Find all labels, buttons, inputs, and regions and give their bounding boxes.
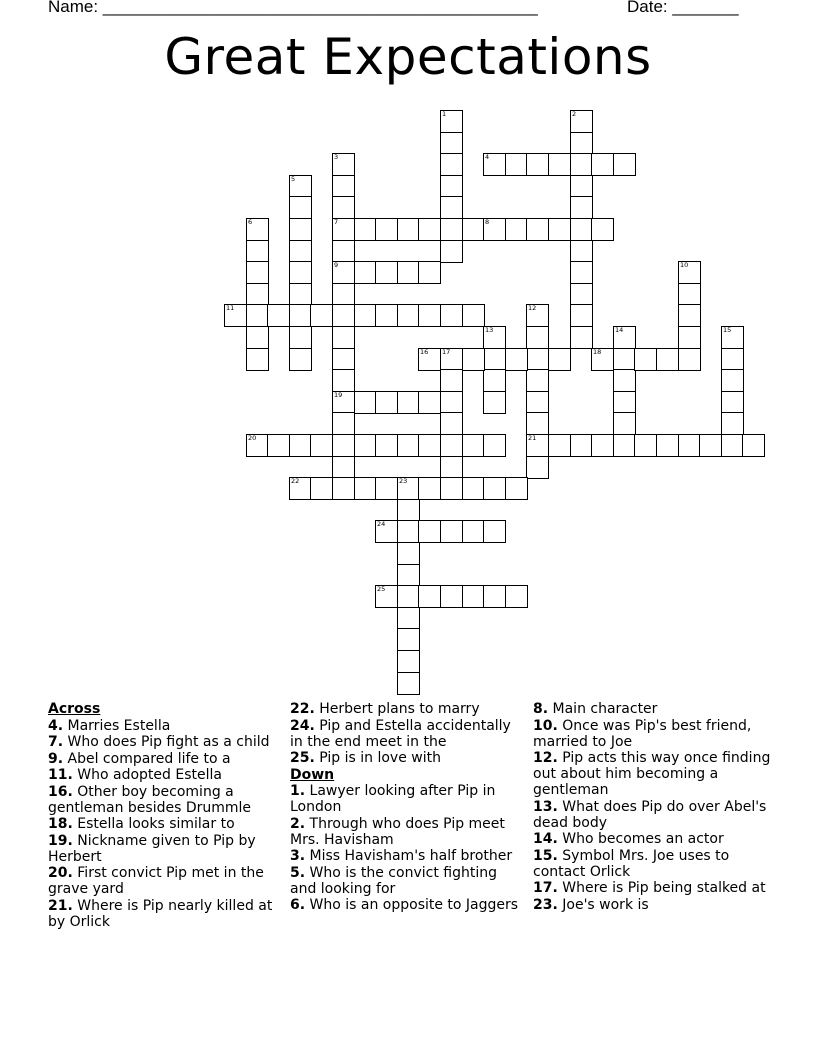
grid-cell[interactable] bbox=[721, 326, 744, 349]
clue-number: 3. bbox=[290, 848, 306, 864]
grid-cell[interactable] bbox=[418, 348, 441, 371]
clue-column-2 bbox=[290, 701, 522, 914]
grid-cell[interactable] bbox=[462, 585, 485, 608]
clue-number: 1. bbox=[290, 783, 306, 799]
clue-text: First convict Pip met in the grave yard bbox=[48, 865, 264, 897]
grid-cell[interactable] bbox=[526, 456, 549, 479]
grid-cell[interactable] bbox=[418, 434, 441, 457]
grid-cell[interactable] bbox=[570, 153, 593, 176]
grid-cell[interactable] bbox=[462, 304, 485, 327]
grid-cell[interactable] bbox=[570, 175, 593, 198]
grid-cell[interactable] bbox=[526, 326, 549, 349]
grid-cell[interactable] bbox=[678, 261, 701, 284]
grid-cell[interactable] bbox=[440, 477, 463, 500]
grid-cell[interactable] bbox=[613, 369, 636, 392]
grid-cell[interactable] bbox=[613, 348, 636, 371]
grid-cell[interactable] bbox=[440, 218, 463, 241]
grid-cell[interactable] bbox=[721, 391, 744, 414]
grid-cell[interactable] bbox=[375, 261, 398, 284]
clue-number: 24. bbox=[290, 717, 315, 734]
clue-text: Pip acts this way once finding out about him becoming a gentleman bbox=[533, 750, 771, 798]
grid-cell[interactable] bbox=[721, 348, 744, 371]
grid-cell[interactable] bbox=[332, 175, 355, 198]
grid-cell[interactable] bbox=[440, 175, 463, 198]
grid-cell[interactable] bbox=[397, 628, 420, 651]
grid-cell[interactable] bbox=[483, 326, 506, 349]
grid-cell[interactable] bbox=[440, 110, 463, 133]
grid-cell[interactable] bbox=[526, 153, 549, 176]
grid-cell[interactable] bbox=[354, 391, 377, 414]
name-field[interactable]: Name: ______________________________________________ bbox=[48, 0, 538, 16]
grid-cell[interactable] bbox=[570, 218, 593, 241]
clue-number: 2. bbox=[290, 815, 306, 832]
cell-number: 23 bbox=[399, 477, 408, 485]
cell-number: 21 bbox=[528, 434, 537, 442]
grid-cell[interactable] bbox=[289, 283, 312, 306]
grid-cell[interactable] bbox=[440, 304, 463, 327]
clue-text: Once was Pip's best friend, married to Joe bbox=[533, 717, 752, 750]
grid-cell[interactable] bbox=[418, 477, 441, 500]
cell-number: 2 bbox=[572, 110, 577, 118]
grid-cell[interactable] bbox=[289, 218, 312, 241]
grid-cell[interactable] bbox=[462, 520, 485, 543]
grid-cell[interactable] bbox=[267, 304, 290, 327]
grid-cell[interactable] bbox=[570, 261, 593, 284]
grid-cell[interactable] bbox=[440, 132, 463, 155]
cell-number: 5 bbox=[291, 175, 296, 183]
grid-cell[interactable] bbox=[570, 434, 593, 457]
cell-number: 6 bbox=[248, 218, 253, 226]
cell-number: 11 bbox=[226, 304, 235, 312]
cell-number: 18 bbox=[593, 348, 602, 356]
clue-column-3 bbox=[533, 701, 773, 913]
clue-item bbox=[533, 831, 773, 847]
grid-cell[interactable] bbox=[418, 391, 441, 414]
clue-text: Who becomes an actor bbox=[562, 831, 724, 847]
grid-cell[interactable] bbox=[440, 412, 463, 435]
grid-cell[interactable] bbox=[310, 434, 333, 457]
grid-cell[interactable] bbox=[418, 261, 441, 284]
grid-cell[interactable] bbox=[246, 240, 269, 263]
grid-cell[interactable] bbox=[656, 434, 679, 457]
grid-cell[interactable] bbox=[570, 132, 593, 155]
clue-number: 4. bbox=[48, 717, 64, 734]
grid-cell[interactable] bbox=[332, 283, 355, 306]
grid-cell[interactable] bbox=[397, 304, 420, 327]
grid-cell[interactable] bbox=[613, 153, 636, 176]
cell-number: 20 bbox=[248, 434, 257, 442]
grid-cell[interactable] bbox=[548, 434, 571, 457]
grid-cell[interactable] bbox=[570, 240, 593, 263]
grid-cell[interactable] bbox=[440, 196, 463, 219]
grid-cell[interactable] bbox=[678, 283, 701, 306]
grid-cell[interactable] bbox=[634, 434, 657, 457]
grid-cell[interactable] bbox=[526, 434, 549, 457]
clue-item bbox=[48, 865, 276, 897]
grid-cell[interactable] bbox=[505, 585, 528, 608]
clue-item bbox=[290, 750, 522, 766]
cell-number: 9 bbox=[334, 261, 339, 269]
clue-number: 13. bbox=[533, 798, 558, 815]
cell-number: 16 bbox=[420, 348, 429, 356]
grid-cell[interactable] bbox=[289, 175, 312, 198]
grid-cell[interactable] bbox=[397, 672, 420, 695]
grid-cell[interactable] bbox=[548, 153, 571, 176]
grid-cell[interactable] bbox=[332, 434, 355, 457]
clue-text: Who is the convict fighting and looking for bbox=[290, 864, 497, 897]
grid-cell[interactable] bbox=[721, 434, 744, 457]
grid-cell[interactable] bbox=[418, 520, 441, 543]
grid-cell[interactable] bbox=[440, 153, 463, 176]
clue-text: Who does Pip fight as a child bbox=[67, 734, 270, 750]
grid-cell[interactable] bbox=[483, 391, 506, 414]
clue-number: 12. bbox=[533, 750, 558, 766]
grid-cell[interactable] bbox=[678, 304, 701, 327]
grid-cell[interactable] bbox=[354, 434, 377, 457]
cell-number: 22 bbox=[291, 477, 300, 485]
grid-cell[interactable] bbox=[742, 434, 765, 457]
grid-cell[interactable] bbox=[332, 369, 355, 392]
cell-number: 10 bbox=[680, 261, 689, 269]
grid-cell[interactable] bbox=[462, 477, 485, 500]
grid-cell[interactable] bbox=[397, 499, 420, 522]
grid-cell[interactable] bbox=[483, 369, 506, 392]
grid-cell[interactable] bbox=[332, 218, 355, 241]
clue-text: Joe's work is bbox=[562, 896, 649, 913]
grid-cell[interactable] bbox=[375, 218, 398, 241]
grid-cell[interactable] bbox=[397, 585, 420, 608]
grid-cell[interactable] bbox=[526, 391, 549, 414]
clue-item bbox=[48, 767, 276, 783]
grid-cell[interactable] bbox=[505, 477, 528, 500]
grid-cell[interactable] bbox=[246, 283, 269, 306]
clue-text: Pip is in love with bbox=[319, 750, 441, 766]
grid-cell[interactable] bbox=[570, 110, 593, 133]
grid-cell[interactable] bbox=[483, 477, 506, 500]
clue-item bbox=[533, 897, 773, 913]
grid-cell[interactable] bbox=[462, 348, 485, 371]
grid-cell[interactable] bbox=[375, 391, 398, 414]
grid-cell[interactable] bbox=[397, 391, 420, 414]
grid-cell[interactable] bbox=[224, 304, 247, 327]
grid-cell[interactable] bbox=[397, 650, 420, 673]
grid-cell[interactable] bbox=[397, 564, 420, 587]
grid-cell[interactable] bbox=[289, 326, 312, 349]
date-field[interactable]: Date: _______ bbox=[627, 0, 739, 16]
clue-number: 18. bbox=[48, 816, 73, 832]
grid-cell[interactable] bbox=[548, 218, 571, 241]
grid-cell[interactable] bbox=[289, 477, 312, 500]
clue-item bbox=[48, 784, 276, 816]
grid-cell[interactable] bbox=[246, 218, 269, 241]
grid-cell[interactable] bbox=[526, 348, 549, 371]
clue-text: Through who does Pip meet Mrs. Havisham bbox=[290, 815, 505, 848]
grid-cell[interactable] bbox=[267, 434, 290, 457]
grid-cell[interactable] bbox=[483, 348, 506, 371]
clue-column-1 bbox=[48, 701, 276, 930]
grid-cell[interactable] bbox=[505, 218, 528, 241]
grid-cell[interactable] bbox=[570, 196, 593, 219]
clue-item bbox=[290, 816, 522, 848]
grid-cell[interactable] bbox=[354, 218, 377, 241]
cell-number: 12 bbox=[528, 304, 537, 312]
clue-number: 6. bbox=[290, 897, 306, 913]
grid-cell[interactable] bbox=[483, 153, 506, 176]
clue-text: Estella looks similar to bbox=[77, 816, 235, 832]
grid-cell[interactable] bbox=[570, 304, 593, 327]
grid-cell[interactable] bbox=[375, 585, 398, 608]
grid-cell[interactable] bbox=[699, 434, 722, 457]
grid-cell[interactable] bbox=[310, 304, 333, 327]
clue-number: 22. bbox=[290, 701, 315, 717]
grid-cell[interactable] bbox=[656, 348, 679, 371]
cell-number: 14 bbox=[615, 326, 624, 334]
grid-cell[interactable] bbox=[397, 607, 420, 630]
clue-item bbox=[533, 750, 773, 798]
clue-heading-across: Across bbox=[48, 701, 101, 717]
grid-cell[interactable] bbox=[354, 304, 377, 327]
clue-number: 9. bbox=[48, 750, 64, 767]
cell-number: 19 bbox=[334, 391, 343, 399]
grid-cell[interactable] bbox=[526, 412, 549, 435]
grid-cell[interactable] bbox=[613, 412, 636, 435]
clue-number: 11. bbox=[48, 767, 73, 783]
grid-cell[interactable] bbox=[375, 520, 398, 543]
grid-cell[interactable] bbox=[483, 520, 506, 543]
clue-number: 5. bbox=[290, 864, 306, 881]
clue-item bbox=[533, 718, 773, 750]
grid-cell[interactable] bbox=[289, 261, 312, 284]
clue-number: 15. bbox=[533, 847, 558, 864]
grid-cell[interactable] bbox=[526, 369, 549, 392]
grid-cell[interactable] bbox=[397, 434, 420, 457]
puzzle-title: Great Expectations bbox=[164, 28, 652, 86]
grid-cell[interactable] bbox=[332, 153, 355, 176]
clue-item bbox=[290, 865, 522, 897]
clue-text: Other boy becoming a gentleman besides Drummle bbox=[48, 783, 252, 816]
clue-number: 16. bbox=[48, 783, 73, 800]
grid-cell[interactable] bbox=[354, 261, 377, 284]
clue-text: What does Pip do over Abel's dead body bbox=[533, 798, 767, 831]
grid-cell[interactable] bbox=[440, 369, 463, 392]
grid-cell[interactable] bbox=[332, 412, 355, 435]
grid-cell[interactable] bbox=[613, 326, 636, 349]
grid-cell[interactable] bbox=[246, 434, 269, 457]
clue-text: Symbol Mrs. Joe uses to contact Orlick bbox=[533, 847, 730, 880]
grid-cell[interactable] bbox=[721, 369, 744, 392]
grid-cell[interactable] bbox=[591, 153, 614, 176]
grid-cell[interactable] bbox=[418, 304, 441, 327]
grid-cell[interactable] bbox=[375, 477, 398, 500]
clue-number: 10. bbox=[533, 717, 558, 734]
clue-item bbox=[48, 734, 276, 750]
grid-cell[interactable] bbox=[418, 585, 441, 608]
cell-number: 7 bbox=[334, 218, 339, 226]
grid-cell[interactable] bbox=[397, 477, 420, 500]
clue-text: Marries Estella bbox=[67, 717, 171, 734]
clue-text: Herbert plans to marry bbox=[319, 701, 480, 717]
cell-number: 17 bbox=[442, 348, 451, 356]
clue-item bbox=[290, 783, 522, 815]
clue-number: 21. bbox=[48, 897, 73, 914]
grid-cell[interactable] bbox=[418, 218, 441, 241]
grid-cell[interactable] bbox=[483, 585, 506, 608]
grid-cell[interactable] bbox=[462, 434, 485, 457]
grid-cell[interactable] bbox=[570, 283, 593, 306]
grid-cell[interactable] bbox=[397, 218, 420, 241]
clue-text: Who is an opposite to Jaggers bbox=[309, 897, 519, 913]
grid-cell[interactable] bbox=[570, 326, 593, 349]
grid-cell[interactable] bbox=[678, 348, 701, 371]
grid-cell[interactable] bbox=[332, 326, 355, 349]
clue-text: Miss Havisham's half brother bbox=[309, 848, 513, 864]
grid-cell[interactable] bbox=[246, 326, 269, 349]
grid-cell[interactable] bbox=[548, 348, 571, 371]
clue-item bbox=[48, 816, 276, 832]
grid-cell[interactable] bbox=[634, 348, 657, 371]
clue-item bbox=[290, 897, 522, 913]
cell-number: 25 bbox=[377, 585, 386, 593]
grid-cell[interactable] bbox=[678, 326, 701, 349]
clue-item bbox=[48, 898, 276, 930]
grid-cell[interactable] bbox=[505, 348, 528, 371]
cell-number: 24 bbox=[377, 520, 386, 528]
grid-cell[interactable] bbox=[483, 218, 506, 241]
grid-cell[interactable] bbox=[397, 261, 420, 284]
grid-cell[interactable] bbox=[332, 261, 355, 284]
grid-cell[interactable] bbox=[591, 218, 614, 241]
cell-number: 3 bbox=[334, 153, 339, 161]
cell-number: 8 bbox=[485, 218, 490, 226]
clue-text: Nickname given to Pip by Herbert bbox=[48, 832, 256, 865]
grid-cell[interactable] bbox=[246, 348, 269, 371]
grid-cell[interactable] bbox=[678, 434, 701, 457]
grid-cell[interactable] bbox=[440, 391, 463, 414]
grid-cell[interactable] bbox=[246, 261, 269, 284]
grid-cell[interactable] bbox=[332, 304, 355, 327]
grid-cell[interactable] bbox=[462, 218, 485, 241]
grid-cell[interactable] bbox=[375, 304, 398, 327]
cell-number: 1 bbox=[442, 110, 447, 118]
grid-cell[interactable] bbox=[246, 304, 269, 327]
grid-cell[interactable] bbox=[440, 240, 463, 263]
clue-item bbox=[48, 833, 276, 865]
grid-cell[interactable] bbox=[613, 434, 636, 457]
clue-text: Lawyer looking after Pip in London bbox=[290, 783, 496, 815]
grid-cell[interactable] bbox=[483, 434, 506, 457]
clue-item bbox=[533, 701, 773, 717]
grid-cell[interactable] bbox=[289, 196, 312, 219]
grid-cell[interactable] bbox=[440, 434, 463, 457]
grid-cell[interactable] bbox=[289, 348, 312, 371]
clue-item bbox=[533, 799, 773, 831]
grid-cell[interactable] bbox=[397, 542, 420, 565]
clue-item bbox=[290, 701, 522, 717]
grid-cell[interactable] bbox=[440, 520, 463, 543]
grid-cell[interactable] bbox=[332, 348, 355, 371]
grid-cell[interactable] bbox=[505, 153, 528, 176]
clue-text: Where is Pip being stalked at bbox=[562, 880, 766, 896]
grid-cell[interactable] bbox=[289, 434, 312, 457]
clue-text: Abel compared life to a bbox=[67, 750, 231, 767]
clue-text: Who adopted Estella bbox=[77, 767, 222, 783]
grid-cell[interactable] bbox=[440, 348, 463, 371]
grid-cell[interactable] bbox=[591, 434, 614, 457]
grid-cell[interactable] bbox=[332, 196, 355, 219]
clue-number: 20. bbox=[48, 865, 73, 881]
grid-cell[interactable] bbox=[440, 456, 463, 479]
grid-cell[interactable] bbox=[440, 585, 463, 608]
grid-cell[interactable] bbox=[332, 391, 355, 414]
cell-number: 15 bbox=[723, 326, 732, 334]
clue-item bbox=[533, 880, 773, 896]
clue-number: 19. bbox=[48, 832, 73, 849]
grid-cell[interactable] bbox=[289, 240, 312, 263]
grid-cell[interactable] bbox=[613, 391, 636, 414]
grid-cell[interactable] bbox=[375, 434, 398, 457]
clue-number: 8. bbox=[533, 701, 549, 717]
grid-cell[interactable] bbox=[332, 240, 355, 263]
clue-item bbox=[48, 751, 276, 767]
clue-item bbox=[533, 848, 773, 880]
grid-cell[interactable] bbox=[526, 218, 549, 241]
clue-number: 23. bbox=[533, 896, 558, 913]
clue-number: 17. bbox=[533, 880, 558, 896]
clue-item bbox=[290, 848, 522, 864]
grid-cell[interactable] bbox=[289, 304, 312, 327]
clue-text: Pip and Estella accidentally in the end meet in the bbox=[290, 717, 511, 750]
clue-item bbox=[290, 718, 522, 750]
clue-number: 14. bbox=[533, 831, 558, 847]
cell-number: 4 bbox=[485, 153, 490, 161]
grid-cell[interactable] bbox=[526, 304, 549, 327]
grid-cell[interactable] bbox=[354, 477, 377, 500]
clue-number: 25. bbox=[290, 750, 315, 766]
grid-cell[interactable] bbox=[721, 412, 744, 435]
clue-number: 7. bbox=[48, 734, 64, 750]
clue-item bbox=[48, 718, 276, 734]
grid-cell[interactable] bbox=[332, 456, 355, 479]
clue-text: Main character bbox=[552, 701, 658, 717]
clue-text: Where is Pip nearly killed at by Orlick bbox=[48, 897, 273, 930]
grid-cell[interactable] bbox=[310, 477, 333, 500]
grid-cell[interactable] bbox=[332, 477, 355, 500]
grid-cell[interactable] bbox=[397, 520, 420, 543]
cell-number: 13 bbox=[485, 326, 494, 334]
grid-cell[interactable] bbox=[591, 348, 614, 371]
clue-heading-down: Down bbox=[290, 766, 335, 783]
